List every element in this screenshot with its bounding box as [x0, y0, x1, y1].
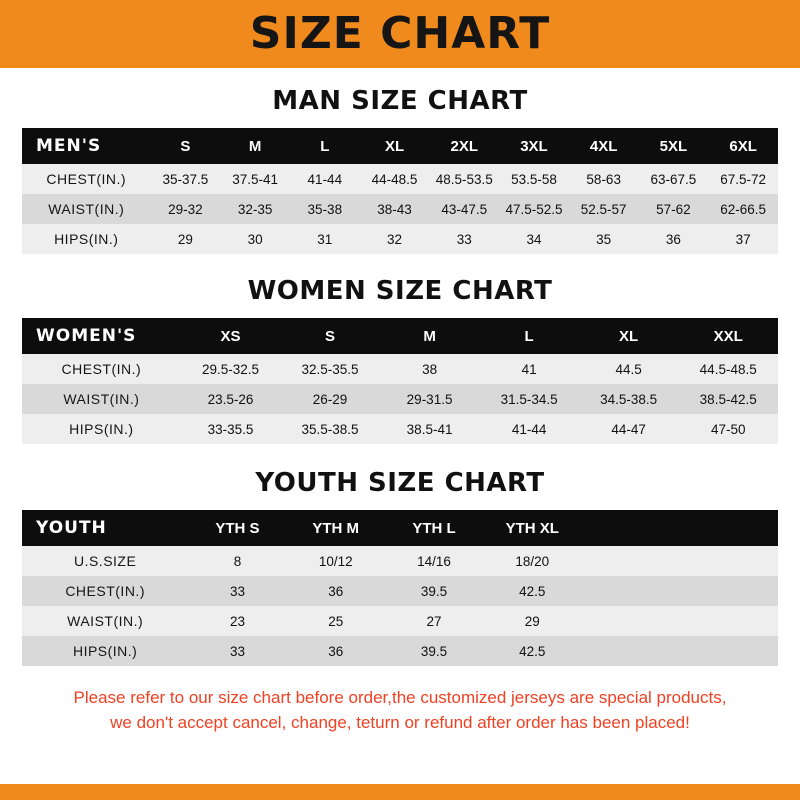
- column-header: [581, 510, 679, 546]
- table-header-row: [22, 128, 778, 164]
- table-row: [22, 354, 778, 384]
- cell: 33-35.5: [207, 421, 254, 437]
- cell: 38: [422, 361, 438, 377]
- row-header-label-womens: WOMEN'S: [36, 326, 137, 346]
- cell: [680, 576, 778, 606]
- column-header: YTH M: [312, 519, 360, 537]
- cell: 30: [247, 231, 263, 247]
- cell: [581, 546, 679, 576]
- column-header: XL: [619, 327, 639, 345]
- cell: 39.5: [420, 583, 448, 599]
- cell: [581, 576, 679, 606]
- column-header: S: [180, 137, 191, 155]
- table-header-row: [22, 510, 778, 546]
- cell: 26-29: [312, 391, 348, 407]
- row-label: HIPS(IN.): [69, 421, 134, 437]
- section-title-youth: YOUTH SIZE CHART: [255, 468, 545, 498]
- column-header: 6XL: [729, 137, 757, 155]
- cell: 33: [456, 231, 472, 247]
- footer-note-line-1: Please refer to our size chart before order,the customized jerseys are special products,: [73, 688, 727, 707]
- cell: 63-67.5: [650, 171, 697, 187]
- cell: 35-37.5: [162, 171, 209, 187]
- row-label: WAIST(IN.): [63, 391, 140, 407]
- cell: 38.5-41: [406, 421, 453, 437]
- cell: 62-66.5: [720, 201, 767, 217]
- cell: 32: [387, 231, 403, 247]
- table-row: [22, 414, 778, 444]
- cell: 31: [317, 231, 333, 247]
- table-row: [22, 636, 778, 666]
- footer-note: [22, 686, 778, 735]
- cell: 23: [229, 613, 245, 629]
- cell: 38-43: [377, 201, 412, 217]
- column-header: S: [325, 327, 336, 345]
- cell: 52.5-57: [580, 201, 627, 217]
- row-label: HIPS(IN.): [72, 643, 138, 659]
- cell: 34.5-38.5: [600, 391, 658, 407]
- row-label: CHEST(IN.): [61, 361, 142, 377]
- cell: 41-44: [511, 421, 547, 437]
- cell: 37.5-41: [232, 171, 278, 187]
- cell: 23.5-26: [207, 391, 254, 407]
- column-header: 3XL: [520, 137, 548, 155]
- cell: 47.5-52.5: [505, 201, 563, 217]
- cell: 42.5: [519, 643, 546, 659]
- section-title-man: MAN SIZE CHART: [272, 86, 528, 116]
- cell: 53.5-58: [511, 171, 557, 187]
- cell: 36: [328, 583, 344, 599]
- cell: 58-63: [586, 171, 621, 187]
- column-header: YTH XL: [505, 519, 559, 537]
- cell: 41: [521, 361, 537, 377]
- cell: 32.5-35.5: [301, 361, 359, 377]
- column-header: XL: [384, 137, 405, 155]
- column-header: XS: [220, 327, 241, 345]
- cell: 34: [526, 231, 542, 247]
- cell: [581, 606, 679, 636]
- women-size-table: [22, 318, 778, 444]
- row-label: U.S.SIZE: [73, 553, 137, 569]
- cell: 48.5-53.5: [435, 171, 493, 187]
- column-header: 4XL: [589, 137, 618, 155]
- cell: 29-31.5: [406, 391, 453, 407]
- footer-note-line-2: we don't accept cancel, change, teturn or refund after order has been placed!: [110, 712, 690, 732]
- column-header: [680, 510, 778, 546]
- column-header: 5XL: [659, 137, 688, 155]
- bottom-band: [0, 784, 800, 800]
- row-header-label-mens: MEN'S: [36, 136, 102, 156]
- column-header: L: [524, 327, 534, 345]
- column-header: XXL: [713, 327, 743, 345]
- table-row: [22, 164, 778, 194]
- cell: 33: [229, 583, 245, 599]
- cell: 57-62: [656, 201, 691, 217]
- table-row: [22, 194, 778, 224]
- table-row: [22, 546, 778, 576]
- table-row: [22, 606, 778, 636]
- cell: 33: [229, 643, 245, 659]
- column-header: YTH L: [412, 519, 456, 537]
- column-header: 2XL: [450, 137, 478, 155]
- row-label: WAIST(IN.): [48, 201, 125, 217]
- men-size-table: [22, 128, 778, 254]
- cell: 27: [426, 613, 442, 629]
- cell: 42.5: [519, 583, 546, 599]
- cell: 47-50: [710, 421, 746, 437]
- row-label: WAIST(IN.): [67, 613, 144, 629]
- cell: 31.5-34.5: [500, 391, 558, 407]
- cell: 29-32: [168, 201, 203, 217]
- cell: 44.5-48.5: [699, 361, 757, 377]
- cell: 25: [328, 613, 344, 629]
- table-header-row: [22, 318, 778, 354]
- cell: 44-47: [611, 421, 646, 437]
- row-label: CHEST(IN.): [46, 171, 127, 187]
- cell: 36: [665, 231, 681, 247]
- section-title-women: WOMEN SIZE CHART: [247, 276, 553, 306]
- cell: 39.5: [420, 643, 448, 659]
- cell: 29: [177, 231, 193, 247]
- table-row: [22, 224, 778, 254]
- cell: [581, 636, 679, 666]
- youth-size-table: [22, 510, 778, 666]
- column-header: L: [320, 137, 330, 155]
- cell: 44-48.5: [371, 171, 418, 187]
- cell: 35.5-38.5: [301, 421, 359, 437]
- cell: 32-35: [237, 201, 273, 217]
- cell: [680, 606, 778, 636]
- cell: 36: [328, 643, 344, 659]
- cell: 41-44: [307, 171, 343, 187]
- cell: 44.5: [615, 361, 642, 377]
- cell: 37: [735, 231, 751, 247]
- column-header: M: [248, 137, 262, 155]
- table-row: [22, 576, 778, 606]
- row-header-label-youth: YOUTH: [36, 518, 107, 538]
- column-header: YTH S: [215, 519, 260, 537]
- page-title: SIZE CHART: [249, 8, 551, 59]
- cell: 38.5-42.5: [699, 391, 757, 407]
- row-label: HIPS(IN.): [54, 231, 119, 247]
- cell: 35: [596, 231, 612, 247]
- chart-content: [0, 86, 800, 666]
- cell: 10/12: [318, 553, 353, 569]
- table-row: [22, 384, 778, 414]
- cell: 8: [233, 553, 242, 569]
- cell: 35-38: [307, 201, 343, 217]
- cell: 29: [524, 613, 540, 629]
- column-header: M: [423, 327, 436, 345]
- cell: [680, 546, 778, 576]
- header-band: [0, 0, 800, 68]
- cell: [680, 636, 778, 666]
- cell: 67.5-72: [720, 171, 767, 187]
- cell: 29.5-32.5: [201, 361, 260, 377]
- cell: 18/20: [515, 553, 550, 569]
- cell: 14/16: [417, 553, 451, 569]
- cell: 43-47.5: [441, 201, 488, 217]
- row-label: CHEST(IN.): [65, 583, 145, 599]
